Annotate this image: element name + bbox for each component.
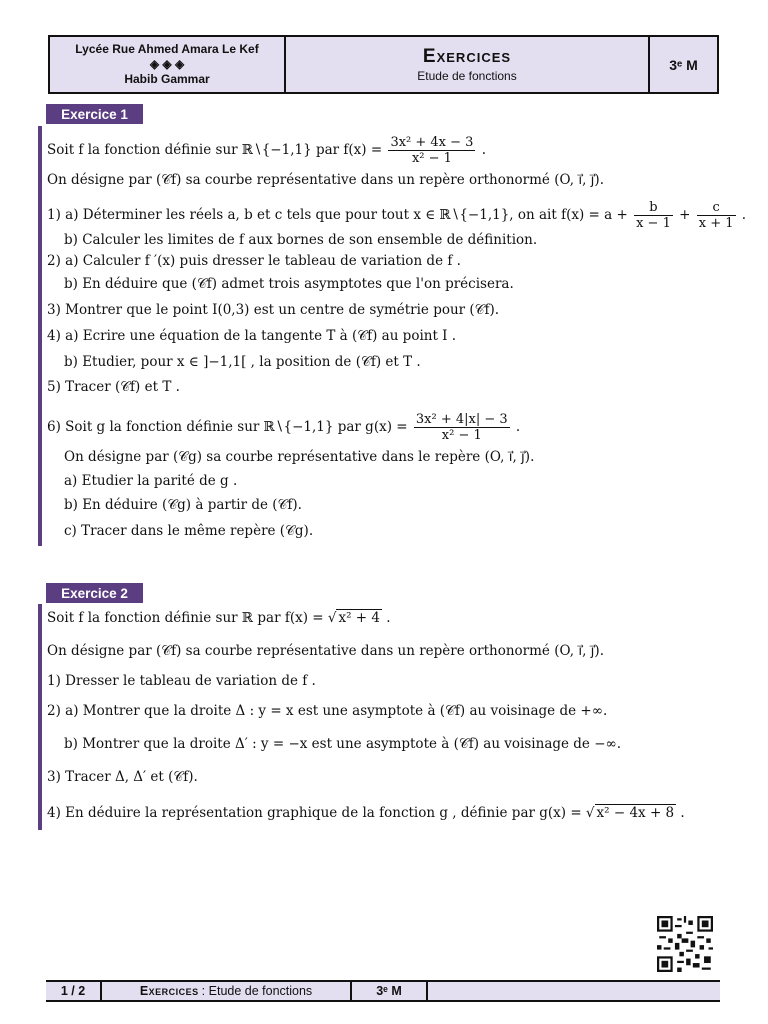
ex2-q3: 3) Tracer Δ, Δ′ et (𝒞f). bbox=[47, 769, 198, 785]
qr-code-icon bbox=[657, 916, 713, 972]
ex1-q2a: 2) a) Calculer f ′(x) puis dresser le tableau de variation de f . bbox=[47, 253, 461, 269]
ex1-q5: 5) Tracer (𝒞f) et T . bbox=[47, 379, 180, 395]
ex1-q4a: 4) a) Ecrire une équation de la tangente T à (𝒞f) au point I . bbox=[47, 328, 457, 344]
title-cell bbox=[286, 37, 650, 92]
footer-level: 3ᵉ M bbox=[352, 982, 428, 1000]
ex1-q6a: a) Etudier la parité de g . bbox=[64, 473, 238, 489]
ex1-q1b: b) Calculer les limites de f aux bornes de son ensemble de définition. bbox=[64, 232, 538, 248]
school-cell bbox=[50, 37, 286, 92]
ex1-q2b: b) En déduire que (𝒞f) admet trois asymptotes que l'on précisera. bbox=[64, 276, 514, 292]
ex1-statement: Soit f la fonction définie sur ℝ∖{−1,1} par f(x) = $\frac{\text{3x² + 4x − 3}}{\text{x² − 1}}$ . bbox=[47, 135, 487, 166]
ex2-q1: 1) Dresser le tableau de variation de f . bbox=[47, 673, 316, 689]
ex2-q2a: 2) a) Montrer que la droite Δ : y = x est une asymptote à (𝒞f) au voisinage de +∞. bbox=[47, 703, 608, 719]
ex2-q4: 4) En déduire la représentation graphique de la fonction g , définie par g(x) = √ x² − 4x + 8 . bbox=[47, 805, 685, 821]
diamonds-icon: ◈ ◈ ◈ bbox=[149, 57, 185, 71]
level: 3ᵉ M bbox=[669, 56, 698, 73]
doc-title: Exercices bbox=[422, 45, 512, 67]
header-table bbox=[48, 35, 719, 94]
exercise-2-label: Exercice 2 bbox=[46, 583, 143, 603]
ex1-q3: 3) Montrer que le point I(0,3) est un centre de symétrie pour (𝒞f). bbox=[47, 302, 500, 318]
ex1-q6: 6) Soit g la fonction définie sur ℝ∖{−1,1} par g(x) = $\frac{\text{3x² + 4|x| − 3}}{\text{x² − 1}}$ . bbox=[47, 412, 521, 443]
ex1-q6c: c) Tracer dans le même repère (𝒞g). bbox=[64, 523, 314, 539]
school-name: Lycée Rue Ahmed Amara Le Kef bbox=[75, 42, 259, 56]
ex1-curve-def: On désigne par (𝒞f) sa courbe représentative dans un repère orthonormé (O, i⃗, j⃗). bbox=[47, 172, 604, 188]
ex1-q4b: b) Etudier, pour x ∈ ]−1,1[ , la position de (𝒞f) et T . bbox=[64, 354, 421, 370]
ex1-q6-curve: On désigne par (𝒞g) sa courbe représentative dans le repère (O, i⃗, j⃗). bbox=[64, 449, 535, 465]
ex1-fraction: $\frac{\text{3x² + 4x − 3}}{\text{x² − 1}}$ bbox=[390, 135, 474, 166]
exercise-1-bar bbox=[38, 126, 42, 546]
footer-empty bbox=[428, 982, 720, 1000]
exercise-1-label: Exercice 1 bbox=[46, 104, 143, 124]
ex1-q1a: 1) a) Déterminer les réels a, b et c tels que pour tout x ∈ ℝ∖{−1,1}, on ait f(x) = a + $\frac{b}{x - 1}$ + $\frac{c}{x + 1}$ . bbox=[47, 200, 747, 231]
footer-title: Exercices : Etude de fonctions bbox=[102, 982, 352, 1000]
exercise-2-bar bbox=[38, 604, 42, 830]
ex1-q6b: b) En déduire (𝒞g) à partir de (𝒞f). bbox=[64, 497, 302, 513]
ex2-curve-def: On désigne par (𝒞f) sa courbe représentative dans un repère orthonormé (O, i⃗, j⃗). bbox=[47, 643, 604, 659]
ex2-q2b: b) Montrer que la droite Δ′ : y = −x est une asymptote à (𝒞f) au voisinage de −∞. bbox=[64, 736, 622, 752]
footer bbox=[46, 980, 720, 1002]
level-cell bbox=[650, 37, 717, 92]
page-number: 1 / 2 bbox=[46, 982, 102, 1000]
teacher-name: Habib Gammar bbox=[124, 72, 210, 86]
doc-subtitle: Etude de fonctions bbox=[417, 68, 517, 83]
ex2-statement: Soit f la fonction définie sur ℝ par f(x) = √ x² + 4 . bbox=[47, 610, 391, 626]
